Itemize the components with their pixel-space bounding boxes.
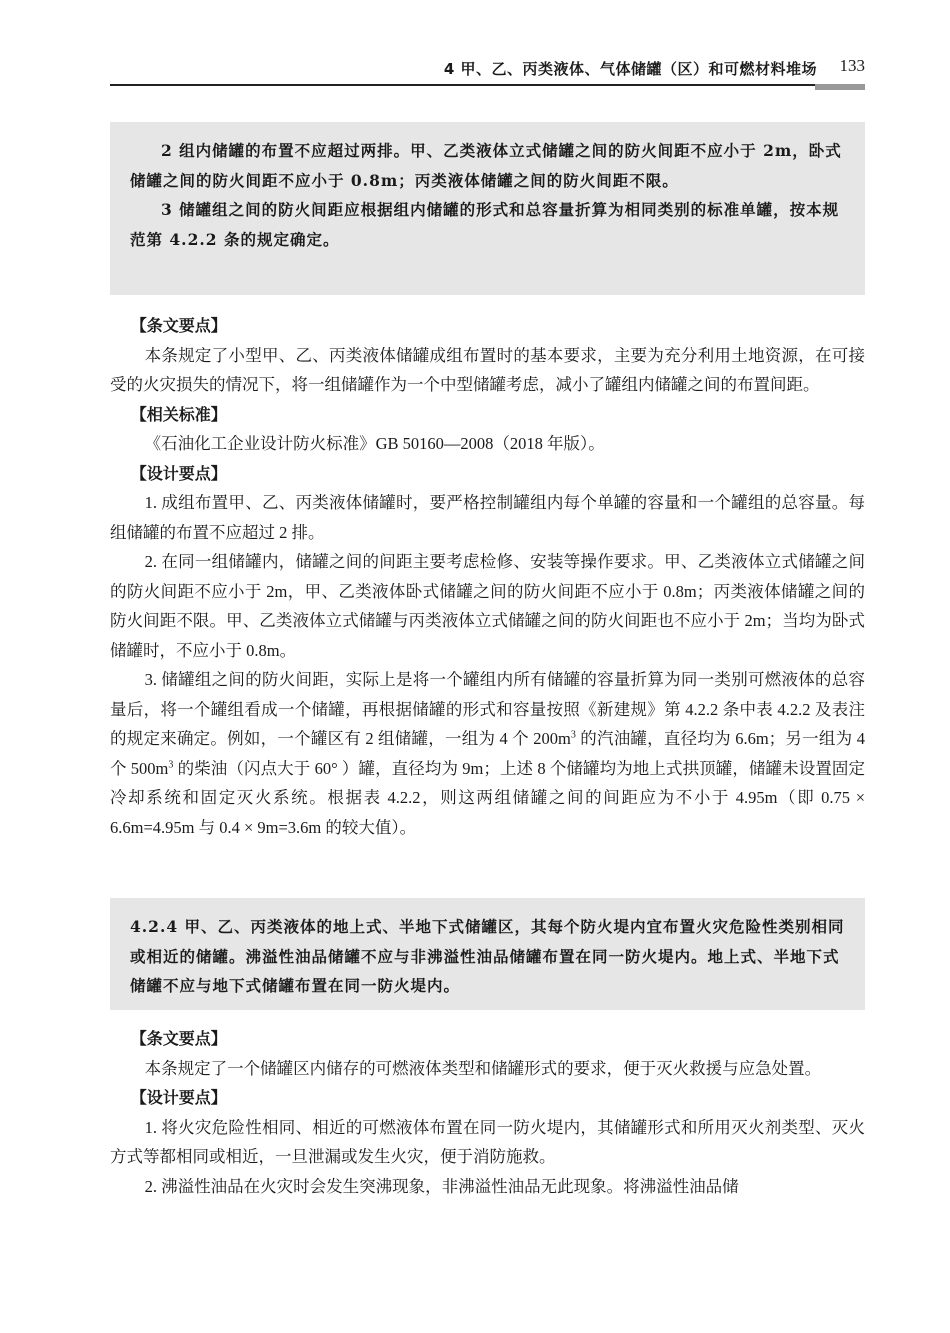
- superscript-cubic: 3: [570, 729, 576, 741]
- related-standards-text: 《石油化工企业设计防火标准》GB 50160—2008（2018 年版）。: [144, 434, 605, 453]
- design-point-1: 1. 将火灾危险性相同、相近的可燃液体布置在同一防火堤内，其储罐形式和所用灭火剂类型、灭火方式等都相同或相近，一旦泄漏或发生火灾，便于消防施救。: [110, 1117, 865, 1166]
- page-number: 133: [839, 56, 865, 75]
- page-header: [110, 50, 865, 84]
- design-point-1: 1. 成组布置甲、乙、丙类液体储罐时，要严格控制罐组内每个单罐的容量和一个罐组的总容量。每组储罐的布置不应超过 2 排。: [110, 493, 865, 542]
- clause-text: 甲、乙、丙类液体的地上式、半地下式储罐区，其每个防火堤内宜布置火灾危险性类别相同或相近的储罐。沸溢性油品储罐不应与非沸溢性油品储罐布置在同一防火堤内。地上式、半地下式储罐不应与地下式储罐布置在同一防火堤内。: [130, 917, 845, 995]
- design-point-2: 2. 在同一组储罐内，储罐之间的间距主要考虑检修、安装等操作要求。甲、乙类液体立式储罐之间的防火间距不应小于 2m，甲、乙类液体卧式储罐之间的防火间距不应小于 0.8m；丙类液体储罐之间的防火间距不限。甲、乙类液体立式储罐与丙类液体立式储罐之间的防火间距也不应小于 2m；当均为卧式储罐时，不应小于 0.8m。: [110, 552, 865, 660]
- key-points-text: 本条规定了一个储罐区内储存的可燃液体类型和储罐形式的要求，便于灭火救援与应急处置。: [144, 1058, 822, 1078]
- design-point-3: [110, 665, 865, 842]
- header-tab-marker: [815, 84, 865, 90]
- tag-related-standards: 【相关标准】: [130, 404, 227, 424]
- design-point-2: 2. 沸溢性油品在火灾时会发生突沸现象，非沸溢性油品无此现象。将沸溢性油品储: [144, 1176, 739, 1196]
- clause-box-4-2-4: [110, 898, 865, 1010]
- tag-key-points: 【条文要点】: [130, 316, 227, 335]
- header-rule: [110, 84, 865, 86]
- superscript-cubic: 3: [168, 759, 174, 770]
- commentary-section-1: [110, 311, 865, 842]
- tag-design-points: 【设计要点】: [130, 463, 227, 483]
- tag-key-points: 【条文要点】: [130, 1029, 227, 1048]
- tag-design-points: 【设计要点】: [130, 1088, 227, 1107]
- design-point-3-part-a: 3. 储罐组之间的防火间距，实际上是将一个罐组内所有储罐的容量折算为同一类别可燃液体的总容量后，将一个罐组看成一个储罐，再根据储罐的形式和容量按照《新建规》第 4.2.2 条中表 4.2.2 及表注的规定来确定。例如，一个罐区有 2 组储罐，一组为 4 个 200m: [110, 670, 866, 748]
- design-point-3-part-b: 的汽油罐，直径均为 6.6m；另一组为 4 个 500m: [110, 729, 865, 778]
- design-point-3-part-c: 的柴油（闪点大于 60° ）罐，直径均为 9m；上述 8 个储罐均为地上式拱顶罐，储罐未设置固定冷却系统和固定灭火系统。根据表 4.2.2，则这两组储罐之间的间距应为不小于 4.95m（即 0.75 × 6.6m=4.95m 与 0.4 × 9m=3.6m 的较大值）。: [110, 758, 865, 837]
- clause-number: 4.2.4: [130, 917, 179, 936]
- commentary-section-2: [110, 1024, 865, 1201]
- clause-box-4-2-3: [110, 122, 865, 295]
- clause-item-2: 2 组内储罐的布置不应超过两排。甲、乙类液体立式储罐之间的防火间距不应小于 2m，卧式储罐之间的防火间距不应小于 0.8m；丙类液体储罐之间的防火间距不限。: [130, 141, 842, 190]
- clause-4-2-4: [130, 912, 847, 1001]
- clause-item-3: 3 储罐组之间的防火间距应根据组内储罐的形式和总容量折算为相同类别的标准单罐，按本规范第 4.2.2 条的规定确定。: [130, 200, 840, 249]
- key-points-text: 本条规定了小型甲、乙、丙类液体储罐成组布置时的基本要求，主要为充分利用土地资源，在可接受的火灾损失的情况下，将一组储罐作为一个中型储罐考虑，减小了罐组内储罐之间的布置间距。: [110, 345, 865, 394]
- chapter-title: 4 甲、乙、丙类液体、气体储罐（区）和可燃材料堆场: [443, 60, 817, 78]
